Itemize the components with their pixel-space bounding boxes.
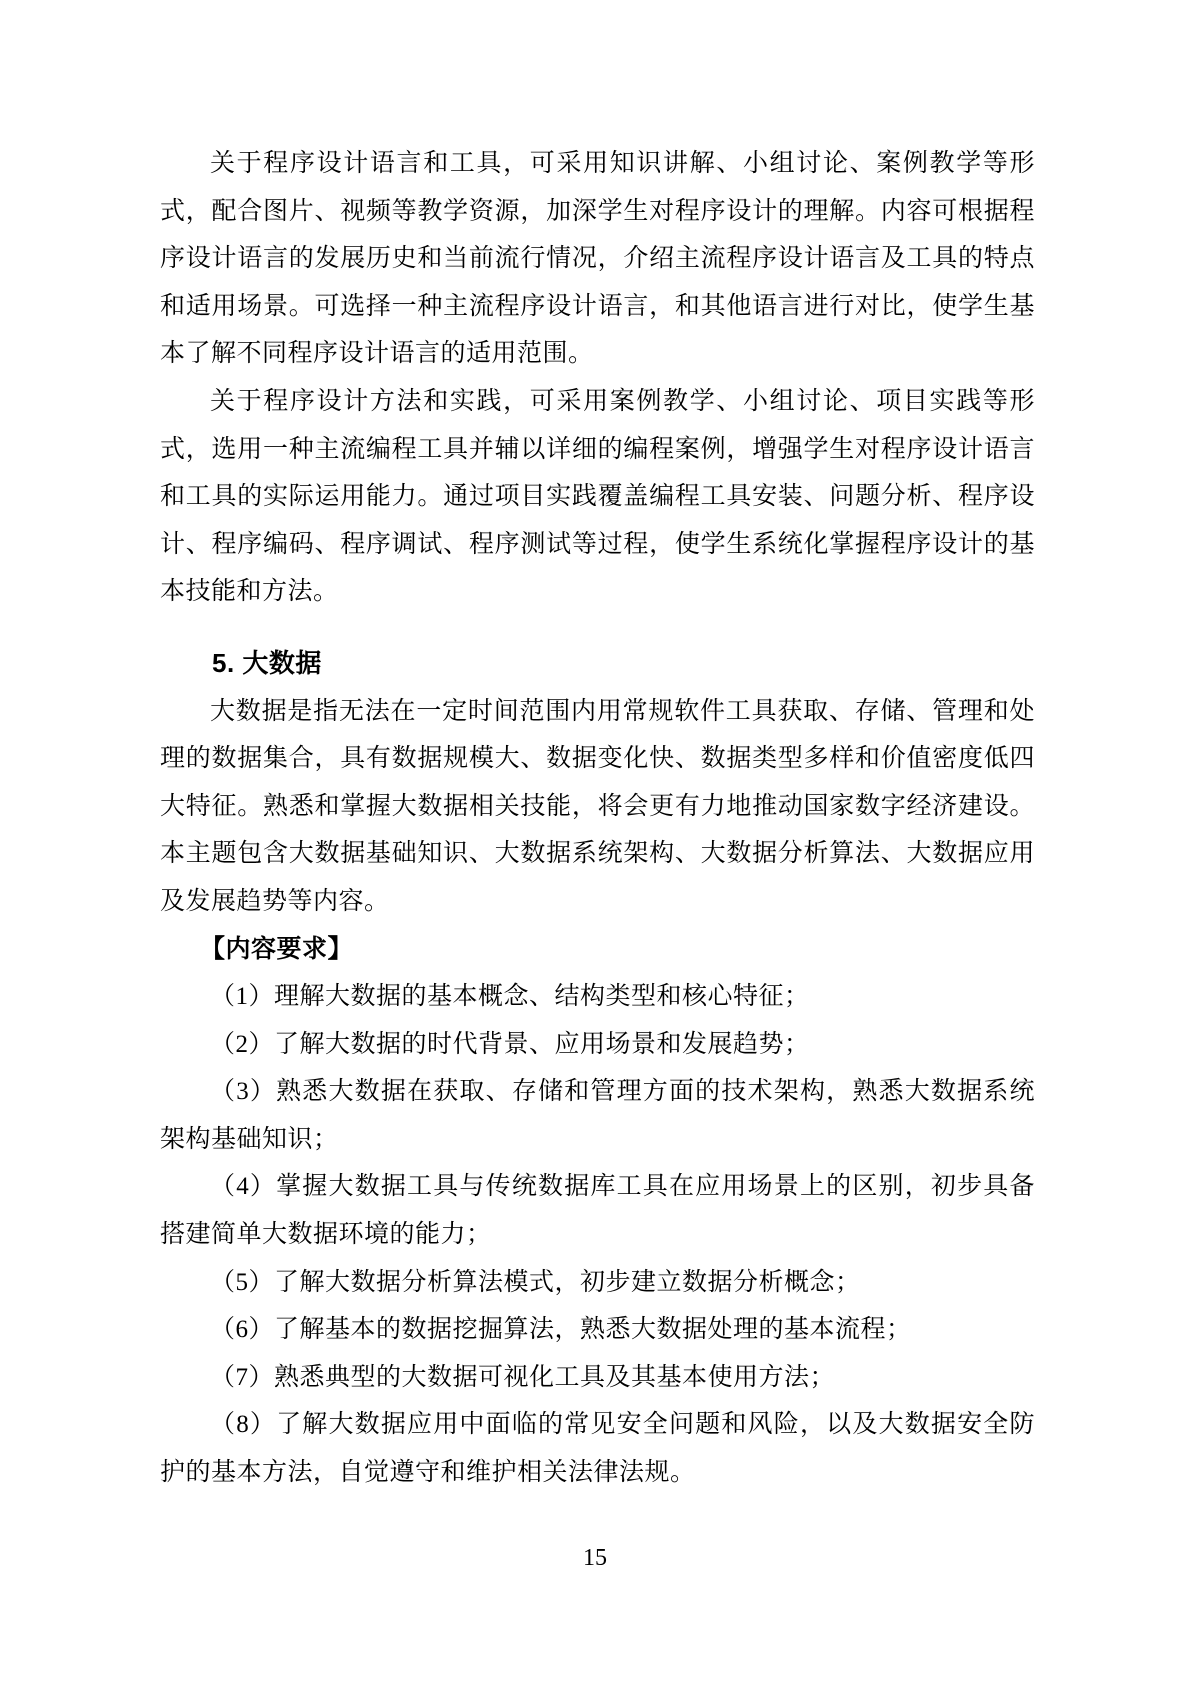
requirements-label: 【内容要求】 (200, 934, 354, 963)
requirement-item-3: （3）熟悉大数据在获取、存储和管理方面的技术架构，熟悉大数据系统架构基础知识； (160, 1078, 1035, 1153)
page-content (160, 140, 1035, 1497)
page-footer (0, 1545, 1190, 1572)
requirement-item-7: （7）熟悉典型的大数据可视化工具及其基本使用方法； (210, 1363, 836, 1391)
requirement-item-6: （6）了解基本的数据挖掘算法，熟悉大数据处理的基本流程； (210, 1316, 912, 1344)
requirement-item-1: （1）理解大数据的基本概念、结构类型和核心特征； (210, 983, 810, 1011)
requirement-item-2: （2）了解大数据的时代背景、应用场景和发展趋势； (210, 1030, 810, 1058)
section-heading-big-data: 5. 大数据 (212, 647, 322, 678)
paragraph-program-language-tools: 关于程序设计语言和工具，可采用知识讲解、小组讨论、案例教学等形式，配合图片、视频等教学资源，加深学生对程序设计的理解。内容可根据程序设计语言的发展历史和当前流行情况，介绍主流程序设计语言及工具的特点和适用场景。可选择一种主流程序设计语言，和其他语言进行对比，使学生基本了解不同程序设计语言的适用范围。 (160, 150, 1035, 368)
requirement-item-4: （4）掌握大数据工具与传统数据库工具在应用场景上的区别，初步具备搭建简单大数据环境的能力； (160, 1173, 1035, 1249)
paragraph-program-methods-practice: 关于程序设计方法和实践，可采用案例教学、小组讨论、项目实践等形式，选用一种主流编程工具并辅以详细的编程案例，增强学生对程序设计语言和工具的实际运用能力。通过项目实践覆盖编程工具安装、问题分析、程序设计、程序编码、程序调试、程序测试等过程，使学生系统化掌握程序设计的基本技能和方法。 (160, 387, 1035, 606)
requirement-item-5: （5）了解大数据分析算法模式，初步建立数据分析概念； (210, 1268, 861, 1296)
requirement-item-8: （8）了解大数据应用中面临的常见安全问题和风险，以及大数据安全防护的基本方法，自觉遵守和维护相关法律法规。 (160, 1411, 1035, 1487)
page-number: 15 (583, 1545, 607, 1571)
paragraph-bigdata-intro: 大数据是指无法在一定时间范围内用常规软件工具获取、存储、管理和处理的数据集合，具有数据规模大、数据变化快、数据类型多样和价值密度低四大特征。熟悉和掌握大数据相关技能，将会更有力地推动国家数字经济建设。本主题包含大数据基础知识、大数据系统架构、大数据分析算法、大数据应用及发展趋势等内容。 (160, 697, 1035, 915)
